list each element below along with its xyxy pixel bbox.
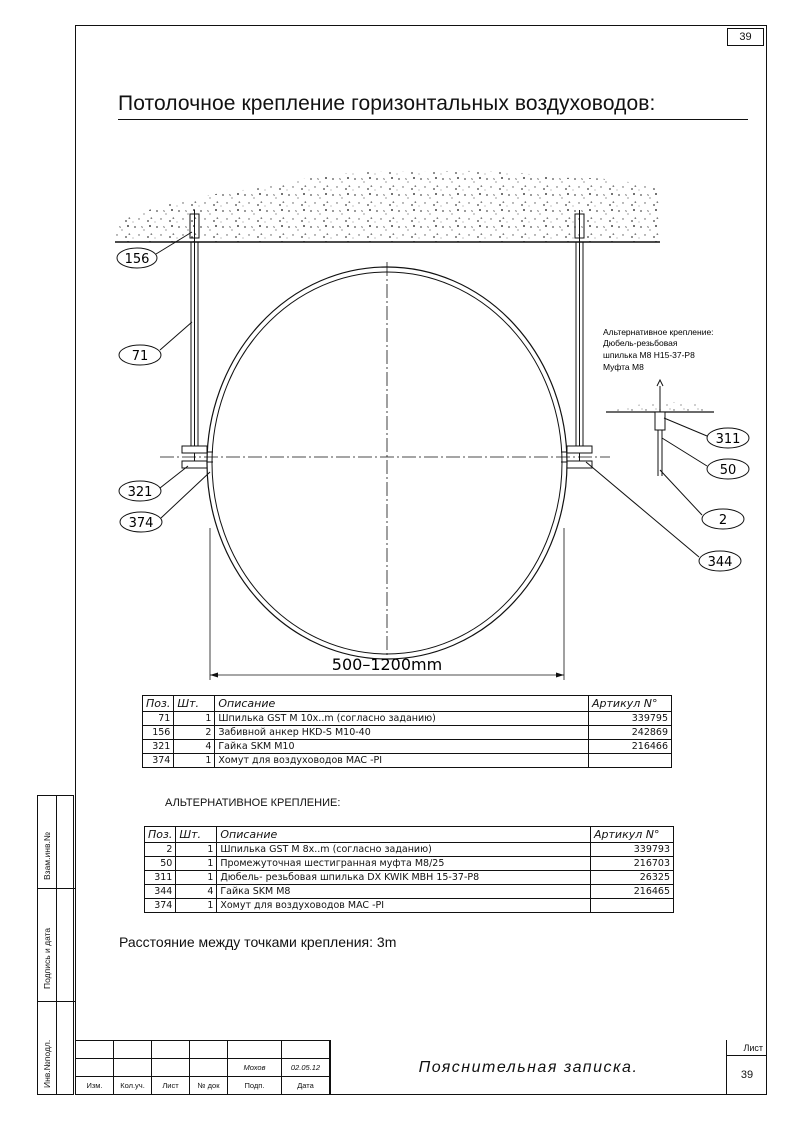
tb-label-date: Дата bbox=[282, 1077, 330, 1095]
spec-table-alternative bbox=[144, 826, 674, 913]
side-label-inventory: Инв.№подл. bbox=[42, 1039, 52, 1088]
cell-description: Промежуточная шестигранная муфта M8/25 bbox=[217, 857, 591, 871]
cell-qty: 1 bbox=[176, 899, 217, 913]
col-header-description: Описание bbox=[217, 827, 591, 843]
ceiling-slab bbox=[115, 171, 660, 242]
cell-pos: 321 bbox=[143, 740, 174, 754]
table-header-row bbox=[143, 696, 672, 712]
cell-qty: 2 bbox=[174, 726, 215, 740]
table-row bbox=[143, 740, 672, 754]
callout-321: 321 bbox=[127, 485, 153, 500]
sheet-box bbox=[726, 1040, 767, 1095]
table-row bbox=[143, 726, 672, 740]
table-row bbox=[143, 712, 672, 726]
cell-description: Хомут для воздуховодов MAC -PI bbox=[217, 899, 591, 913]
col-header-pos: Поз. bbox=[143, 696, 174, 712]
cell-pos: 311 bbox=[145, 871, 176, 885]
signer-name: Мохов bbox=[228, 1059, 282, 1077]
tb-label-count: Кол.уч. bbox=[114, 1077, 152, 1095]
side-label-signature: Подпись и дата bbox=[42, 927, 52, 989]
cell-qty: 1 bbox=[176, 843, 217, 857]
callout-156: 156 bbox=[124, 252, 150, 267]
cell-description: Гайка SKM M10 bbox=[215, 740, 589, 754]
cell-pos: 156 bbox=[143, 726, 174, 740]
cell-description: Хомут для воздуховодов MAC -PI bbox=[215, 754, 589, 768]
cell-description: Шпилька GST M 10x..m (согласно заданию) bbox=[215, 712, 589, 726]
tb-label-signature: Подп. bbox=[228, 1077, 282, 1095]
cell-pos: 344 bbox=[145, 885, 176, 899]
cell-qty: 4 bbox=[174, 740, 215, 754]
cell-article: 216466 bbox=[589, 740, 672, 754]
side-cell-replacement bbox=[38, 796, 75, 889]
alt-note-line-4: Муфта M8 bbox=[603, 362, 644, 372]
nut-321-upper-left bbox=[182, 446, 207, 453]
nut-upper-right bbox=[567, 446, 592, 453]
col-header-pos: Поз. bbox=[145, 827, 176, 843]
cell-article: 339795 bbox=[589, 712, 672, 726]
callout-374: 374 bbox=[128, 516, 154, 531]
col-header-article: Артикул N° bbox=[589, 696, 672, 712]
alt-mount-heading: АЛЬТЕРНАТИВНОЕ КРЕПЛЕНИЕ: bbox=[165, 797, 341, 809]
alt-note-line-1: Альтернативное крепление: bbox=[603, 327, 714, 337]
cell-description: Гайка SKM M8 bbox=[217, 885, 591, 899]
cell-article: 26325 bbox=[591, 871, 674, 885]
cell-pos: 2 bbox=[145, 843, 176, 857]
cell-pos: 374 bbox=[145, 899, 176, 913]
cell-article: 216703 bbox=[591, 857, 674, 871]
table-row bbox=[145, 843, 674, 857]
cell-pos: 374 bbox=[143, 754, 174, 768]
cell-qty: 1 bbox=[174, 754, 215, 768]
page-title: Потолочное крепление горизонтальных воздуховодов: bbox=[118, 92, 656, 115]
cell-qty: 1 bbox=[176, 857, 217, 871]
cell-article: 339793 bbox=[591, 843, 674, 857]
tb-label-docnum: № док bbox=[190, 1077, 228, 1095]
col-header-qty: Шт. bbox=[174, 696, 215, 712]
nut-321-lower-left bbox=[182, 461, 207, 468]
cell-qty: 1 bbox=[176, 871, 217, 885]
cell-qty: 4 bbox=[176, 885, 217, 899]
callout-344: 344 bbox=[707, 555, 733, 570]
cell-pos: 71 bbox=[143, 712, 174, 726]
side-cell-signature bbox=[38, 889, 75, 1002]
col-header-description: Описание bbox=[215, 696, 589, 712]
page-number-top: 39 bbox=[727, 28, 764, 46]
table-row bbox=[145, 857, 674, 871]
sheet-label: Лист bbox=[727, 1040, 767, 1056]
cell-description: Шпилька GST M 8x..m (согласно заданию) bbox=[217, 843, 591, 857]
mounting-distance-text: Расстояние между точками крепления: 3m bbox=[119, 934, 397, 950]
cell-qty: 1 bbox=[174, 712, 215, 726]
table-row bbox=[145, 899, 674, 913]
cell-article bbox=[589, 754, 672, 768]
table-row bbox=[145, 885, 674, 899]
callout-311: 311 bbox=[715, 432, 741, 447]
side-cell-inventory bbox=[38, 1002, 75, 1094]
document-name: Пояснительная записка. bbox=[330, 1040, 726, 1095]
sign-date: 02.05.12 bbox=[282, 1059, 330, 1077]
dimension-label: 500–1200mm bbox=[331, 655, 443, 674]
cell-description: Забивной анкер HKD-S M10-40 bbox=[215, 726, 589, 740]
alt-note-line-2: Дюбель-резьбовая bbox=[603, 338, 678, 348]
alt-note-line-3: шпилька M8 H15-37-P8 bbox=[603, 350, 695, 360]
table-row bbox=[145, 871, 674, 885]
side-label-replacement: Взам.инв.№ bbox=[42, 832, 52, 880]
callout-71: 71 bbox=[131, 349, 149, 364]
alt-mount-detail bbox=[606, 380, 714, 476]
col-header-article: Артикул N° bbox=[591, 827, 674, 843]
sheet-number: 39 bbox=[740, 1069, 754, 1081]
spec-table-main bbox=[142, 695, 672, 768]
callout-2: 2 bbox=[718, 513, 728, 528]
tb-label-sheet: Лист bbox=[152, 1077, 190, 1095]
cell-description: Дюбель- резьбовая шпилька DX KWIK MBH 15-37-P8 bbox=[217, 871, 591, 885]
callout-50: 50 bbox=[719, 463, 737, 478]
col-header-qty: Шт. bbox=[176, 827, 217, 843]
table-row bbox=[143, 754, 672, 768]
revision-grid bbox=[75, 1040, 330, 1095]
tb-label-change: Изм. bbox=[76, 1077, 114, 1095]
binding-strip bbox=[37, 795, 74, 1095]
table-header-row bbox=[145, 827, 674, 843]
cell-article bbox=[591, 899, 674, 913]
cell-article: 242869 bbox=[589, 726, 672, 740]
cell-pos: 50 bbox=[145, 857, 176, 871]
title-block bbox=[75, 1040, 767, 1095]
cell-article: 216465 bbox=[591, 885, 674, 899]
